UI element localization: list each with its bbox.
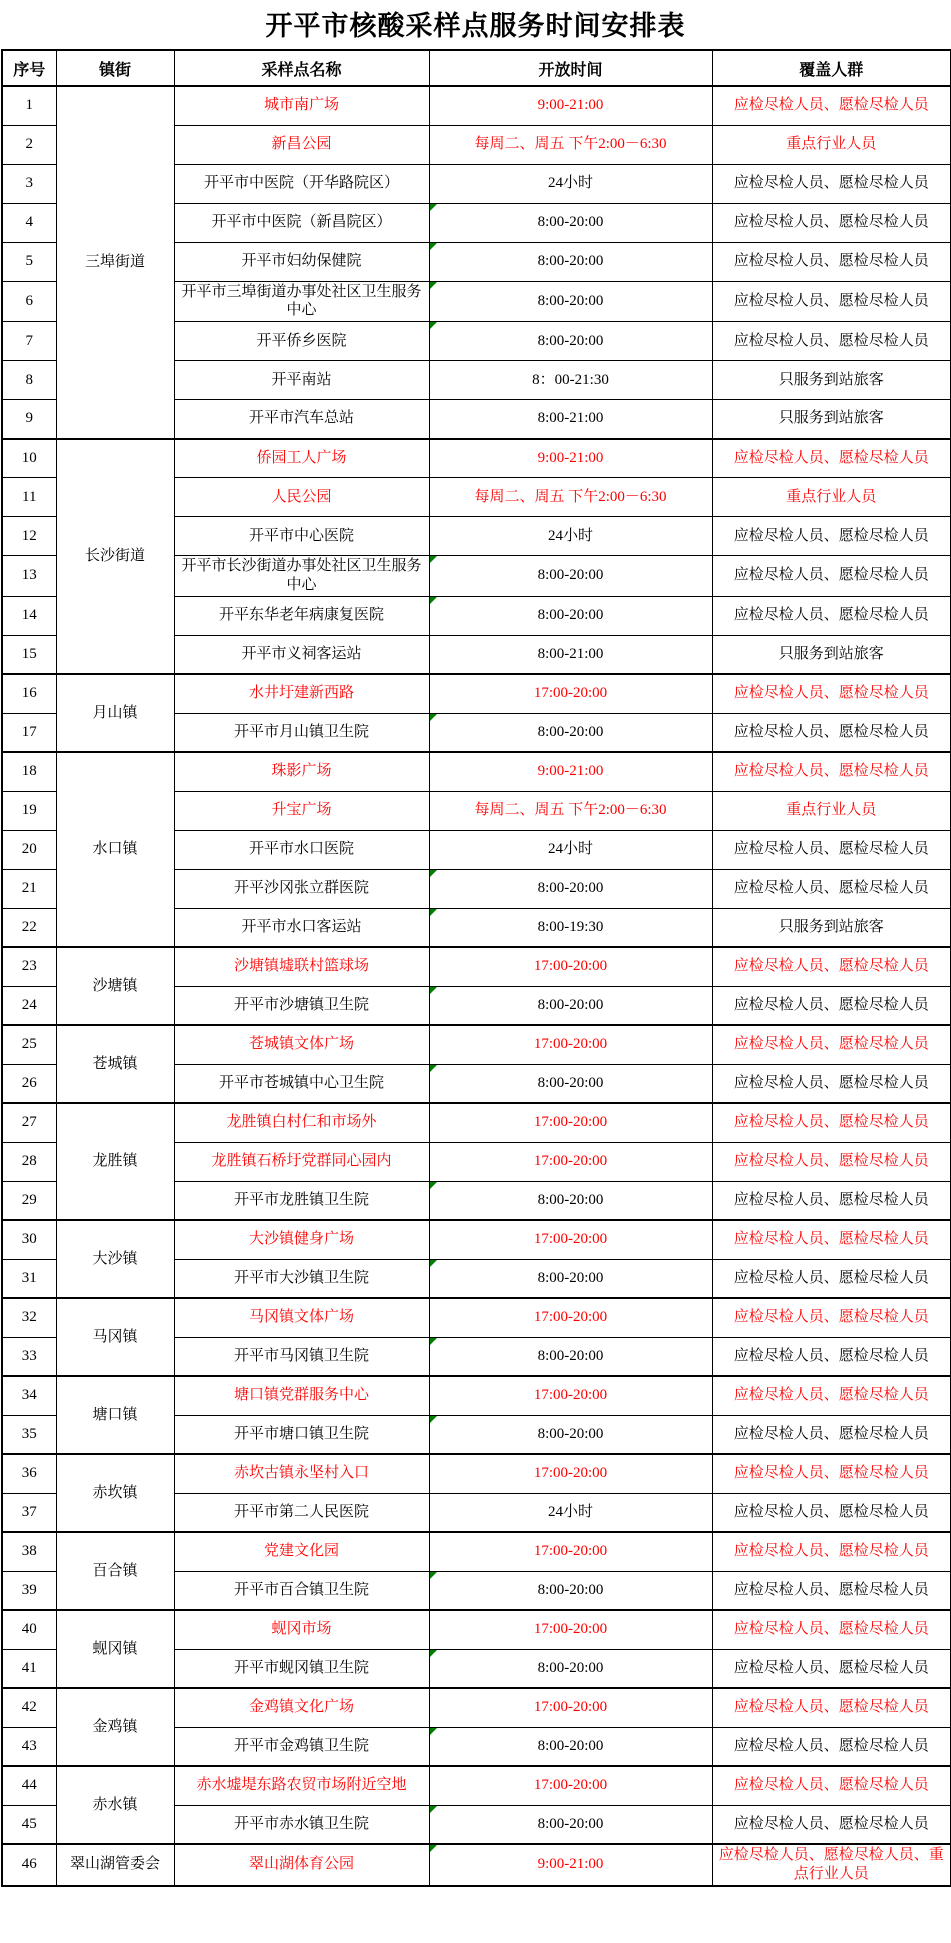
row-number-cell: 12 (2, 517, 56, 556)
row-number-cell: 8 (2, 361, 56, 400)
row-number-cell: 14 (2, 596, 56, 635)
site-name-cell: 开平南站 (174, 361, 429, 400)
coverage-cell: 应检尽检人员、愿检尽检人员 (712, 1025, 951, 1064)
coverage-cell: 应检尽检人员、愿检尽检人员 (712, 1064, 951, 1103)
coverage-cell: 应检尽检人员、愿检尽检人员 (712, 1298, 951, 1337)
cell-error-flag-icon (430, 322, 437, 329)
open-time-cell: 8:00-20:00 (429, 1181, 712, 1220)
row-number-cell: 6 (2, 281, 56, 322)
site-name-cell: 人民公园 (174, 478, 429, 517)
site-name-cell: 开平市赤水镇卫生院 (174, 1805, 429, 1844)
table-row (2, 1376, 951, 1415)
open-time-cell: 8:00-20:00 (429, 556, 712, 597)
row-number-cell: 27 (2, 1103, 56, 1142)
table-header (2, 50, 951, 86)
row-number-cell: 40 (2, 1610, 56, 1649)
table-row (2, 1532, 951, 1571)
row-number-cell: 2 (2, 125, 56, 164)
site-name-cell: 赤坎古镇永坚村入口 (174, 1454, 429, 1493)
open-time-cell: 17:00-20:00 (429, 1610, 712, 1649)
site-name-cell: 开平市沙塘镇卫生院 (174, 986, 429, 1025)
row-number-cell: 9 (2, 400, 56, 439)
col-header-time: 开放时间 (429, 50, 712, 86)
open-time-cell: 8:00-20:00 (429, 986, 712, 1025)
table-row (2, 1025, 951, 1064)
coverage-cell: 应检尽检人员、愿检尽检人员 (712, 596, 951, 635)
site-name-cell: 开平市义祠客运站 (174, 635, 429, 674)
open-time-cell: 24小时 (429, 164, 712, 203)
cell-error-flag-icon (430, 987, 437, 994)
coverage-cell: 应检尽检人员、愿检尽检人员 (712, 1103, 951, 1142)
site-name-cell: 开平市百合镇卫生院 (174, 1571, 429, 1610)
coverage-cell: 应检尽检人员、愿检尽检人员 (712, 281, 951, 322)
row-number-cell: 39 (2, 1571, 56, 1610)
page-title: 开平市核酸采样点服务时间安排表 (265, 11, 686, 41)
row-number-cell: 31 (2, 1259, 56, 1298)
coverage-cell: 应检尽检人员、愿检尽检人员 (712, 1610, 951, 1649)
cell-error-flag-icon (430, 1182, 437, 1189)
site-name-cell: 新昌公园 (174, 125, 429, 164)
town-cell: 三埠街道 (56, 86, 174, 439)
row-number-cell: 41 (2, 1649, 56, 1688)
open-time-cell: 8:00-20:00 (429, 596, 712, 635)
row-number-cell: 22 (2, 908, 56, 947)
row-number-cell: 11 (2, 478, 56, 517)
table-row (2, 674, 951, 713)
town-cell: 马冈镇 (56, 1298, 174, 1376)
site-name-cell: 珠影广场 (174, 752, 429, 791)
open-time-cell: 每周二、周五 下午2:00－6:30 (429, 478, 712, 517)
open-time-cell: 8:00-20:00 (429, 1727, 712, 1766)
site-name-cell: 龙胜镇石桥圩党群同心园内 (174, 1142, 429, 1181)
site-name-cell: 开平市中医院（开华路院区） (174, 164, 429, 203)
open-time-cell: 8:00-21:00 (429, 635, 712, 674)
open-time-cell: 9:00-21:00 (429, 439, 712, 478)
coverage-cell: 应检尽检人员、愿检尽检人员 (712, 439, 951, 478)
open-time-cell: 17:00-20:00 (429, 1532, 712, 1571)
row-number-cell: 4 (2, 203, 56, 242)
open-time-cell: 8:00-21:00 (429, 400, 712, 439)
table-row (2, 1688, 951, 1727)
header-row (2, 50, 951, 86)
row-number-cell: 37 (2, 1493, 56, 1532)
site-name-cell: 塘口镇党群服务中心 (174, 1376, 429, 1415)
site-name-cell: 开平市汽车总站 (174, 400, 429, 439)
table-row (2, 439, 951, 478)
cell-error-flag-icon (430, 556, 437, 563)
coverage-cell: 应检尽检人员、愿检尽检人员 (712, 1376, 951, 1415)
town-cell: 赤坎镇 (56, 1454, 174, 1532)
site-name-cell: 开平市三埠街道办事处社区卫生服务中心 (174, 281, 429, 322)
cell-error-flag-icon (430, 1338, 437, 1345)
site-name-cell: 开平市马冈镇卫生院 (174, 1337, 429, 1376)
open-time-cell: 每周二、周五 下午2:00－6:30 (429, 125, 712, 164)
row-number-cell: 45 (2, 1805, 56, 1844)
row-number-cell: 38 (2, 1532, 56, 1571)
cell-error-flag-icon (430, 1845, 437, 1852)
open-time-cell: 8:00-20:00 (429, 713, 712, 752)
open-time-cell: 8:00-20:00 (429, 242, 712, 281)
coverage-cell: 应检尽检人员、愿检尽检人员 (712, 242, 951, 281)
open-time-cell: 17:00-20:00 (429, 1103, 712, 1142)
coverage-cell: 应检尽检人员、愿检尽检人员 (712, 1571, 951, 1610)
row-number-cell: 19 (2, 791, 56, 830)
table-row (2, 1454, 951, 1493)
site-name-cell: 城市南广场 (174, 86, 429, 125)
cell-error-flag-icon (430, 1260, 437, 1267)
table-row (2, 752, 951, 791)
table-row (2, 947, 951, 986)
coverage-cell: 应检尽检人员、愿检尽检人员 (712, 86, 951, 125)
site-name-cell: 金鸡镇文化广场 (174, 1688, 429, 1727)
open-time-cell: 24小时 (429, 830, 712, 869)
table-row (2, 1220, 951, 1259)
town-cell: 龙胜镇 (56, 1103, 174, 1220)
open-time-cell: 8：00-21:30 (429, 361, 712, 400)
table-row (2, 1610, 951, 1649)
site-name-cell: 苍城镇文体广场 (174, 1025, 429, 1064)
site-name-cell: 翠山湖体育公园 (174, 1844, 429, 1886)
coverage-cell: 应检尽检人员、愿检尽检人员 (712, 322, 951, 361)
row-number-cell: 3 (2, 164, 56, 203)
coverage-cell: 应检尽检人员、愿检尽检人员 (712, 674, 951, 713)
coverage-cell: 应检尽检人员、愿检尽检人员 (712, 203, 951, 242)
open-time-cell: 8:00-19:30 (429, 908, 712, 947)
open-time-cell: 8:00-20:00 (429, 1415, 712, 1454)
row-number-cell: 16 (2, 674, 56, 713)
coverage-cell: 应检尽检人员、愿检尽检人员 (712, 1649, 951, 1688)
coverage-cell: 应检尽检人员、愿检尽检人员 (712, 556, 951, 597)
table-row (2, 1103, 951, 1142)
col-header-index: 序号 (2, 50, 56, 86)
site-name-cell: 龙胜镇白村仁和市场外 (174, 1103, 429, 1142)
cell-error-flag-icon (430, 870, 437, 877)
row-number-cell: 32 (2, 1298, 56, 1337)
row-number-cell: 35 (2, 1415, 56, 1454)
col-header-town: 镇街 (56, 50, 174, 86)
row-number-cell: 42 (2, 1688, 56, 1727)
coverage-cell: 应检尽检人员、愿检尽检人员 (712, 1220, 951, 1259)
col-header-site: 采样点名称 (174, 50, 429, 86)
site-name-cell: 开平市水口客运站 (174, 908, 429, 947)
coverage-cell: 应检尽检人员、愿检尽检人员、重点行业人员 (712, 1844, 951, 1886)
row-number-cell: 20 (2, 830, 56, 869)
site-name-cell: 开平市妇幼保健院 (174, 242, 429, 281)
site-name-cell: 大沙镇健身广场 (174, 1220, 429, 1259)
open-time-cell: 8:00-20:00 (429, 1571, 712, 1610)
site-name-cell: 开平沙冈张立群医院 (174, 869, 429, 908)
row-number-cell: 1 (2, 86, 56, 125)
coverage-cell: 应检尽检人员、愿检尽检人员 (712, 1532, 951, 1571)
town-cell: 水口镇 (56, 752, 174, 947)
table-row (2, 1844, 951, 1886)
row-number-cell: 29 (2, 1181, 56, 1220)
town-cell: 塘口镇 (56, 1376, 174, 1454)
coverage-cell: 应检尽检人员、愿检尽检人员 (712, 830, 951, 869)
site-name-cell: 侨园工人广场 (174, 439, 429, 478)
site-name-cell: 开平市长沙街道办事处社区卫生服务中心 (174, 556, 429, 597)
open-time-cell: 17:00-20:00 (429, 1142, 712, 1181)
open-time-cell: 17:00-20:00 (429, 947, 712, 986)
site-name-cell: 党建文化园 (174, 1532, 429, 1571)
site-name-cell: 蚬冈市场 (174, 1610, 429, 1649)
town-cell: 月山镇 (56, 674, 174, 752)
row-number-cell: 46 (2, 1844, 56, 1886)
town-cell: 赤水镇 (56, 1766, 174, 1844)
coverage-cell: 应检尽检人员、愿检尽检人员 (712, 1337, 951, 1376)
coverage-cell: 重点行业人员 (712, 125, 951, 164)
site-name-cell: 开平市金鸡镇卫生院 (174, 1727, 429, 1766)
coverage-cell: 应检尽检人员、愿检尽检人员 (712, 1766, 951, 1805)
row-number-cell: 17 (2, 713, 56, 752)
site-name-cell: 开平市蚬冈镇卫生院 (174, 1649, 429, 1688)
open-time-cell: 8:00-20:00 (429, 281, 712, 322)
coverage-cell: 重点行业人员 (712, 791, 951, 830)
row-number-cell: 28 (2, 1142, 56, 1181)
coverage-cell: 应检尽检人员、愿检尽检人员 (712, 517, 951, 556)
open-time-cell: 17:00-20:00 (429, 674, 712, 713)
town-cell: 沙塘镇 (56, 947, 174, 1025)
row-number-cell: 10 (2, 439, 56, 478)
cell-error-flag-icon (430, 597, 437, 604)
open-time-cell: 17:00-20:00 (429, 1298, 712, 1337)
town-cell: 百合镇 (56, 1532, 174, 1610)
coverage-cell: 应检尽检人员、愿检尽检人员 (712, 947, 951, 986)
cell-error-flag-icon (430, 1728, 437, 1735)
row-number-cell: 26 (2, 1064, 56, 1103)
site-name-cell: 开平市大沙镇卫生院 (174, 1259, 429, 1298)
open-time-cell: 17:00-20:00 (429, 1454, 712, 1493)
site-name-cell: 开平市苍城镇中心卫生院 (174, 1064, 429, 1103)
open-time-cell: 9:00-21:00 (429, 1844, 712, 1886)
cell-error-flag-icon (430, 1650, 437, 1657)
coverage-cell: 应检尽检人员、愿检尽检人员 (712, 1454, 951, 1493)
coverage-cell: 只服务到站旅客 (712, 635, 951, 674)
row-number-cell: 15 (2, 635, 56, 674)
town-cell: 金鸡镇 (56, 1688, 174, 1766)
site-name-cell: 开平侨乡医院 (174, 322, 429, 361)
row-number-cell: 13 (2, 556, 56, 597)
open-time-cell: 9:00-21:00 (429, 752, 712, 791)
site-name-cell: 开平东华老年病康复医院 (174, 596, 429, 635)
open-time-cell: 24小时 (429, 1493, 712, 1532)
coverage-cell: 应检尽检人员、愿检尽检人员 (712, 869, 951, 908)
row-number-cell: 44 (2, 1766, 56, 1805)
coverage-cell: 只服务到站旅客 (712, 400, 951, 439)
site-name-cell: 开平市中心医院 (174, 517, 429, 556)
cell-error-flag-icon (430, 1065, 437, 1072)
open-time-cell: 17:00-20:00 (429, 1376, 712, 1415)
open-time-cell: 8:00-20:00 (429, 1337, 712, 1376)
row-number-cell: 33 (2, 1337, 56, 1376)
open-time-cell: 8:00-20:00 (429, 1259, 712, 1298)
site-name-cell: 开平市龙胜镇卫生院 (174, 1181, 429, 1220)
schedule-table (1, 49, 951, 1887)
site-name-cell: 赤水墟堤东路农贸市场附近空地 (174, 1766, 429, 1805)
open-time-cell: 8:00-20:00 (429, 1805, 712, 1844)
coverage-cell: 应检尽检人员、愿检尽检人员 (712, 1415, 951, 1454)
row-number-cell: 30 (2, 1220, 56, 1259)
coverage-cell: 应检尽检人员、愿检尽检人员 (712, 1805, 951, 1844)
coverage-cell: 应检尽检人员、愿检尽检人员 (712, 752, 951, 791)
cell-error-flag-icon (430, 1572, 437, 1579)
col-header-coverage: 覆盖人群 (712, 50, 951, 86)
cell-error-flag-icon (430, 282, 437, 289)
cell-error-flag-icon (430, 243, 437, 250)
open-time-cell: 9:00-21:00 (429, 86, 712, 125)
town-cell: 翠山湖管委会 (56, 1844, 174, 1886)
coverage-cell: 应检尽检人员、愿检尽检人员 (712, 1142, 951, 1181)
cell-error-flag-icon (430, 204, 437, 211)
cell-error-flag-icon (430, 1806, 437, 1813)
row-number-cell: 18 (2, 752, 56, 791)
open-time-cell: 24小时 (429, 517, 712, 556)
open-time-cell: 8:00-20:00 (429, 1649, 712, 1688)
coverage-cell: 应检尽检人员、愿检尽检人员 (712, 986, 951, 1025)
table-row (2, 1766, 951, 1805)
town-cell: 大沙镇 (56, 1220, 174, 1298)
row-number-cell: 23 (2, 947, 56, 986)
open-time-cell: 每周二、周五 下午2:00－6:30 (429, 791, 712, 830)
open-time-cell: 8:00-20:00 (429, 1064, 712, 1103)
table-row (2, 86, 951, 125)
town-cell: 苍城镇 (56, 1025, 174, 1103)
coverage-cell: 只服务到站旅客 (712, 361, 951, 400)
site-name-cell: 沙塘镇墟联村篮球场 (174, 947, 429, 986)
site-name-cell: 马冈镇文体广场 (174, 1298, 429, 1337)
row-number-cell: 21 (2, 869, 56, 908)
open-time-cell: 8:00-20:00 (429, 203, 712, 242)
row-number-cell: 24 (2, 986, 56, 1025)
site-name-cell: 开平市水口医院 (174, 830, 429, 869)
row-number-cell: 43 (2, 1727, 56, 1766)
site-name-cell: 开平市月山镇卫生院 (174, 713, 429, 752)
open-time-cell: 17:00-20:00 (429, 1025, 712, 1064)
coverage-cell: 重点行业人员 (712, 478, 951, 517)
coverage-cell: 应检尽检人员、愿检尽检人员 (712, 1688, 951, 1727)
site-name-cell: 开平市第二人民医院 (174, 1493, 429, 1532)
coverage-cell: 应检尽检人员、愿检尽检人员 (712, 1259, 951, 1298)
coverage-cell: 应检尽检人员、愿检尽检人员 (712, 164, 951, 203)
table-row (2, 1298, 951, 1337)
row-number-cell: 25 (2, 1025, 56, 1064)
town-cell: 蚬冈镇 (56, 1610, 174, 1688)
open-time-cell: 17:00-20:00 (429, 1766, 712, 1805)
row-number-cell: 7 (2, 322, 56, 361)
cell-error-flag-icon (430, 909, 437, 916)
row-number-cell: 34 (2, 1376, 56, 1415)
coverage-cell: 只服务到站旅客 (712, 908, 951, 947)
cell-error-flag-icon (430, 714, 437, 721)
site-name-cell: 升宝广场 (174, 791, 429, 830)
site-name-cell: 水井圩建新西路 (174, 674, 429, 713)
coverage-cell: 应检尽检人员、愿检尽检人员 (712, 1493, 951, 1532)
coverage-cell: 应检尽检人员、愿检尽检人员 (712, 713, 951, 752)
site-name-cell: 开平市中医院（新昌院区） (174, 203, 429, 242)
table-body (2, 86, 951, 1886)
open-time-cell: 8:00-20:00 (429, 869, 712, 908)
cell-error-flag-icon (430, 1416, 437, 1423)
open-time-cell: 17:00-20:00 (429, 1688, 712, 1727)
coverage-cell: 应检尽检人员、愿检尽检人员 (712, 1181, 951, 1220)
site-name-cell: 开平市塘口镇卫生院 (174, 1415, 429, 1454)
town-cell: 长沙街道 (56, 439, 174, 675)
coverage-cell: 应检尽检人员、愿检尽检人员 (712, 1727, 951, 1766)
row-number-cell: 36 (2, 1454, 56, 1493)
open-time-cell: 8:00-20:00 (429, 322, 712, 361)
row-number-cell: 5 (2, 242, 56, 281)
open-time-cell: 17:00-20:00 (429, 1220, 712, 1259)
